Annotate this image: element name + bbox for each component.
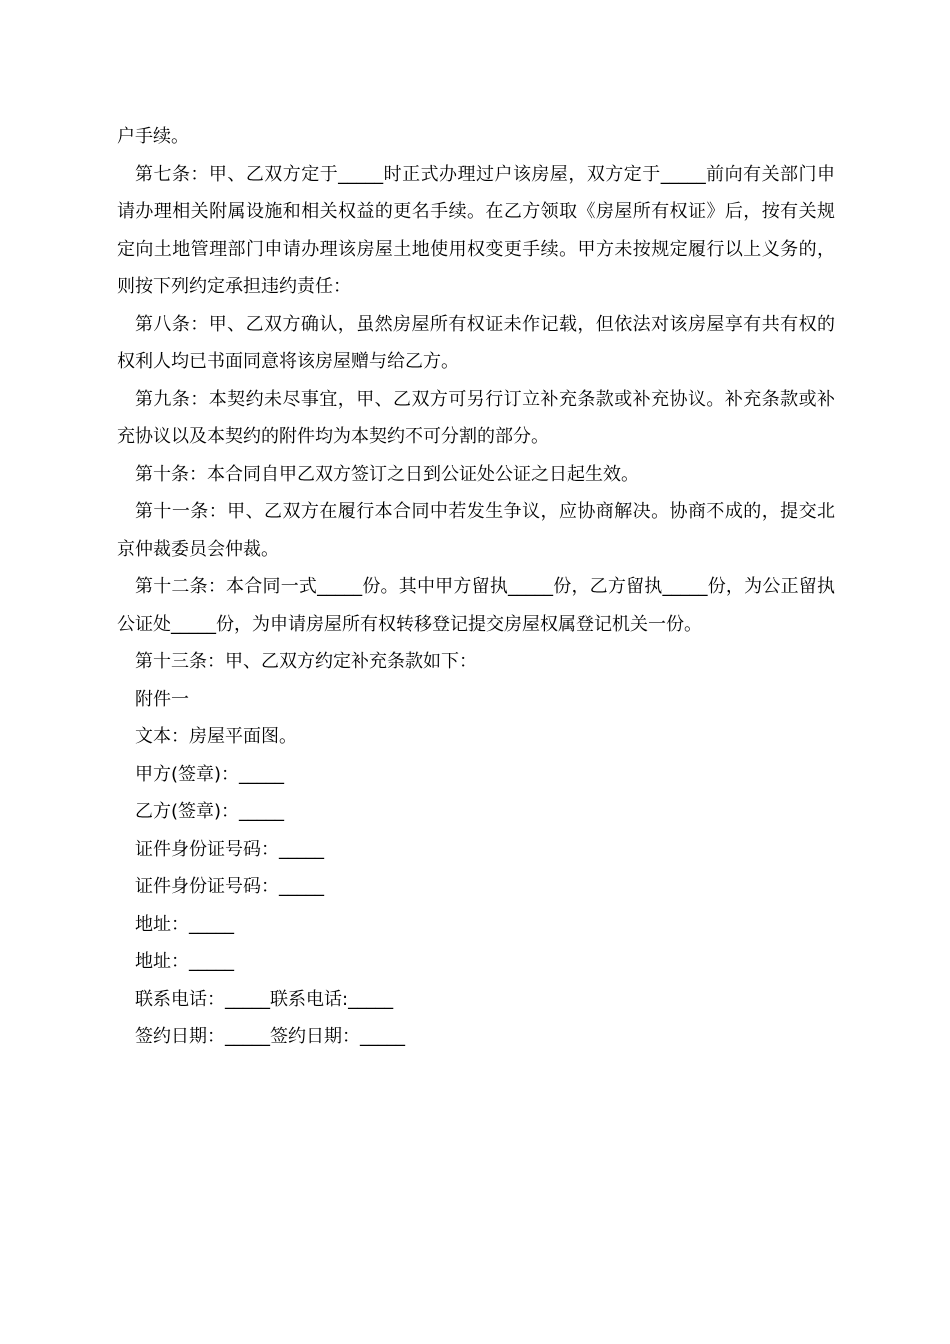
attachment-title: 附件一 bbox=[135, 688, 189, 710]
article-9: 第九条：本契约未尽事宜，甲、乙双方可另行订立补充条款或补充协议。补充条款或补充协议以及本契约的附件均为本契约不可分割的部分。 bbox=[117, 388, 835, 447]
party-a-signature: 甲方(签章)：_____ bbox=[135, 763, 285, 785]
party-a-address: 地址：_____ bbox=[135, 913, 234, 935]
article-7: 第七条：甲、乙双方定于_____时正式办理过户该房屋，双方定于_____前向有关部门申请办理相关附属设施和相关权益的更名手续。在乙方领取《房屋所有权证》后，按有关规定向土地管理部门申请办理该房屋土地使用权变更手续。甲方未按规定履行以上义务的，则按下列约定承担违约责任： bbox=[117, 163, 835, 297]
article-10: 第十条：本合同自甲乙双方签订之日到公证处公证之日起生效。 bbox=[135, 463, 639, 485]
article-8: 第八条：甲、乙双方确认，虽然房屋所有权证未作记载，但依法对该房屋享有共有权的权利人均已书面同意将该房屋赠与给乙方。 bbox=[117, 313, 835, 372]
signing-dates: 签约日期：_____签约日期：_____ bbox=[135, 1026, 405, 1047]
party-b-address: 地址：_____ bbox=[135, 951, 234, 972]
document-page bbox=[117, 118, 835, 1056]
contact-phones: 联系电话：_____联系电话:_____ bbox=[135, 988, 394, 1010]
attachment-text: 文本：房屋平面图。 bbox=[135, 726, 297, 747]
party-b-signature: 乙方(签章)：_____ bbox=[135, 801, 285, 822]
paragraph-continuation: 户手续。 bbox=[117, 126, 189, 147]
article-13: 第十三条：甲、乙双方约定补充条款如下： bbox=[135, 651, 477, 672]
article-12: 第十二条：本合同一式_____份。其中甲方留执_____份，乙方留执_____份，为公正留执公证处_____份，为申请房屋所有权转移登记提交房屋权属登记机关一份。 bbox=[117, 576, 835, 635]
party-a-id-number: 证件身份证号码：_____ bbox=[135, 838, 324, 860]
article-11: 第十一条：甲、乙双方在履行本合同中若发生争议，应协商解决。协商不成的，提交北京仲裁委员会仲裁。 bbox=[117, 501, 835, 560]
party-b-id-number: 证件身份证号码：_____ bbox=[135, 876, 324, 897]
